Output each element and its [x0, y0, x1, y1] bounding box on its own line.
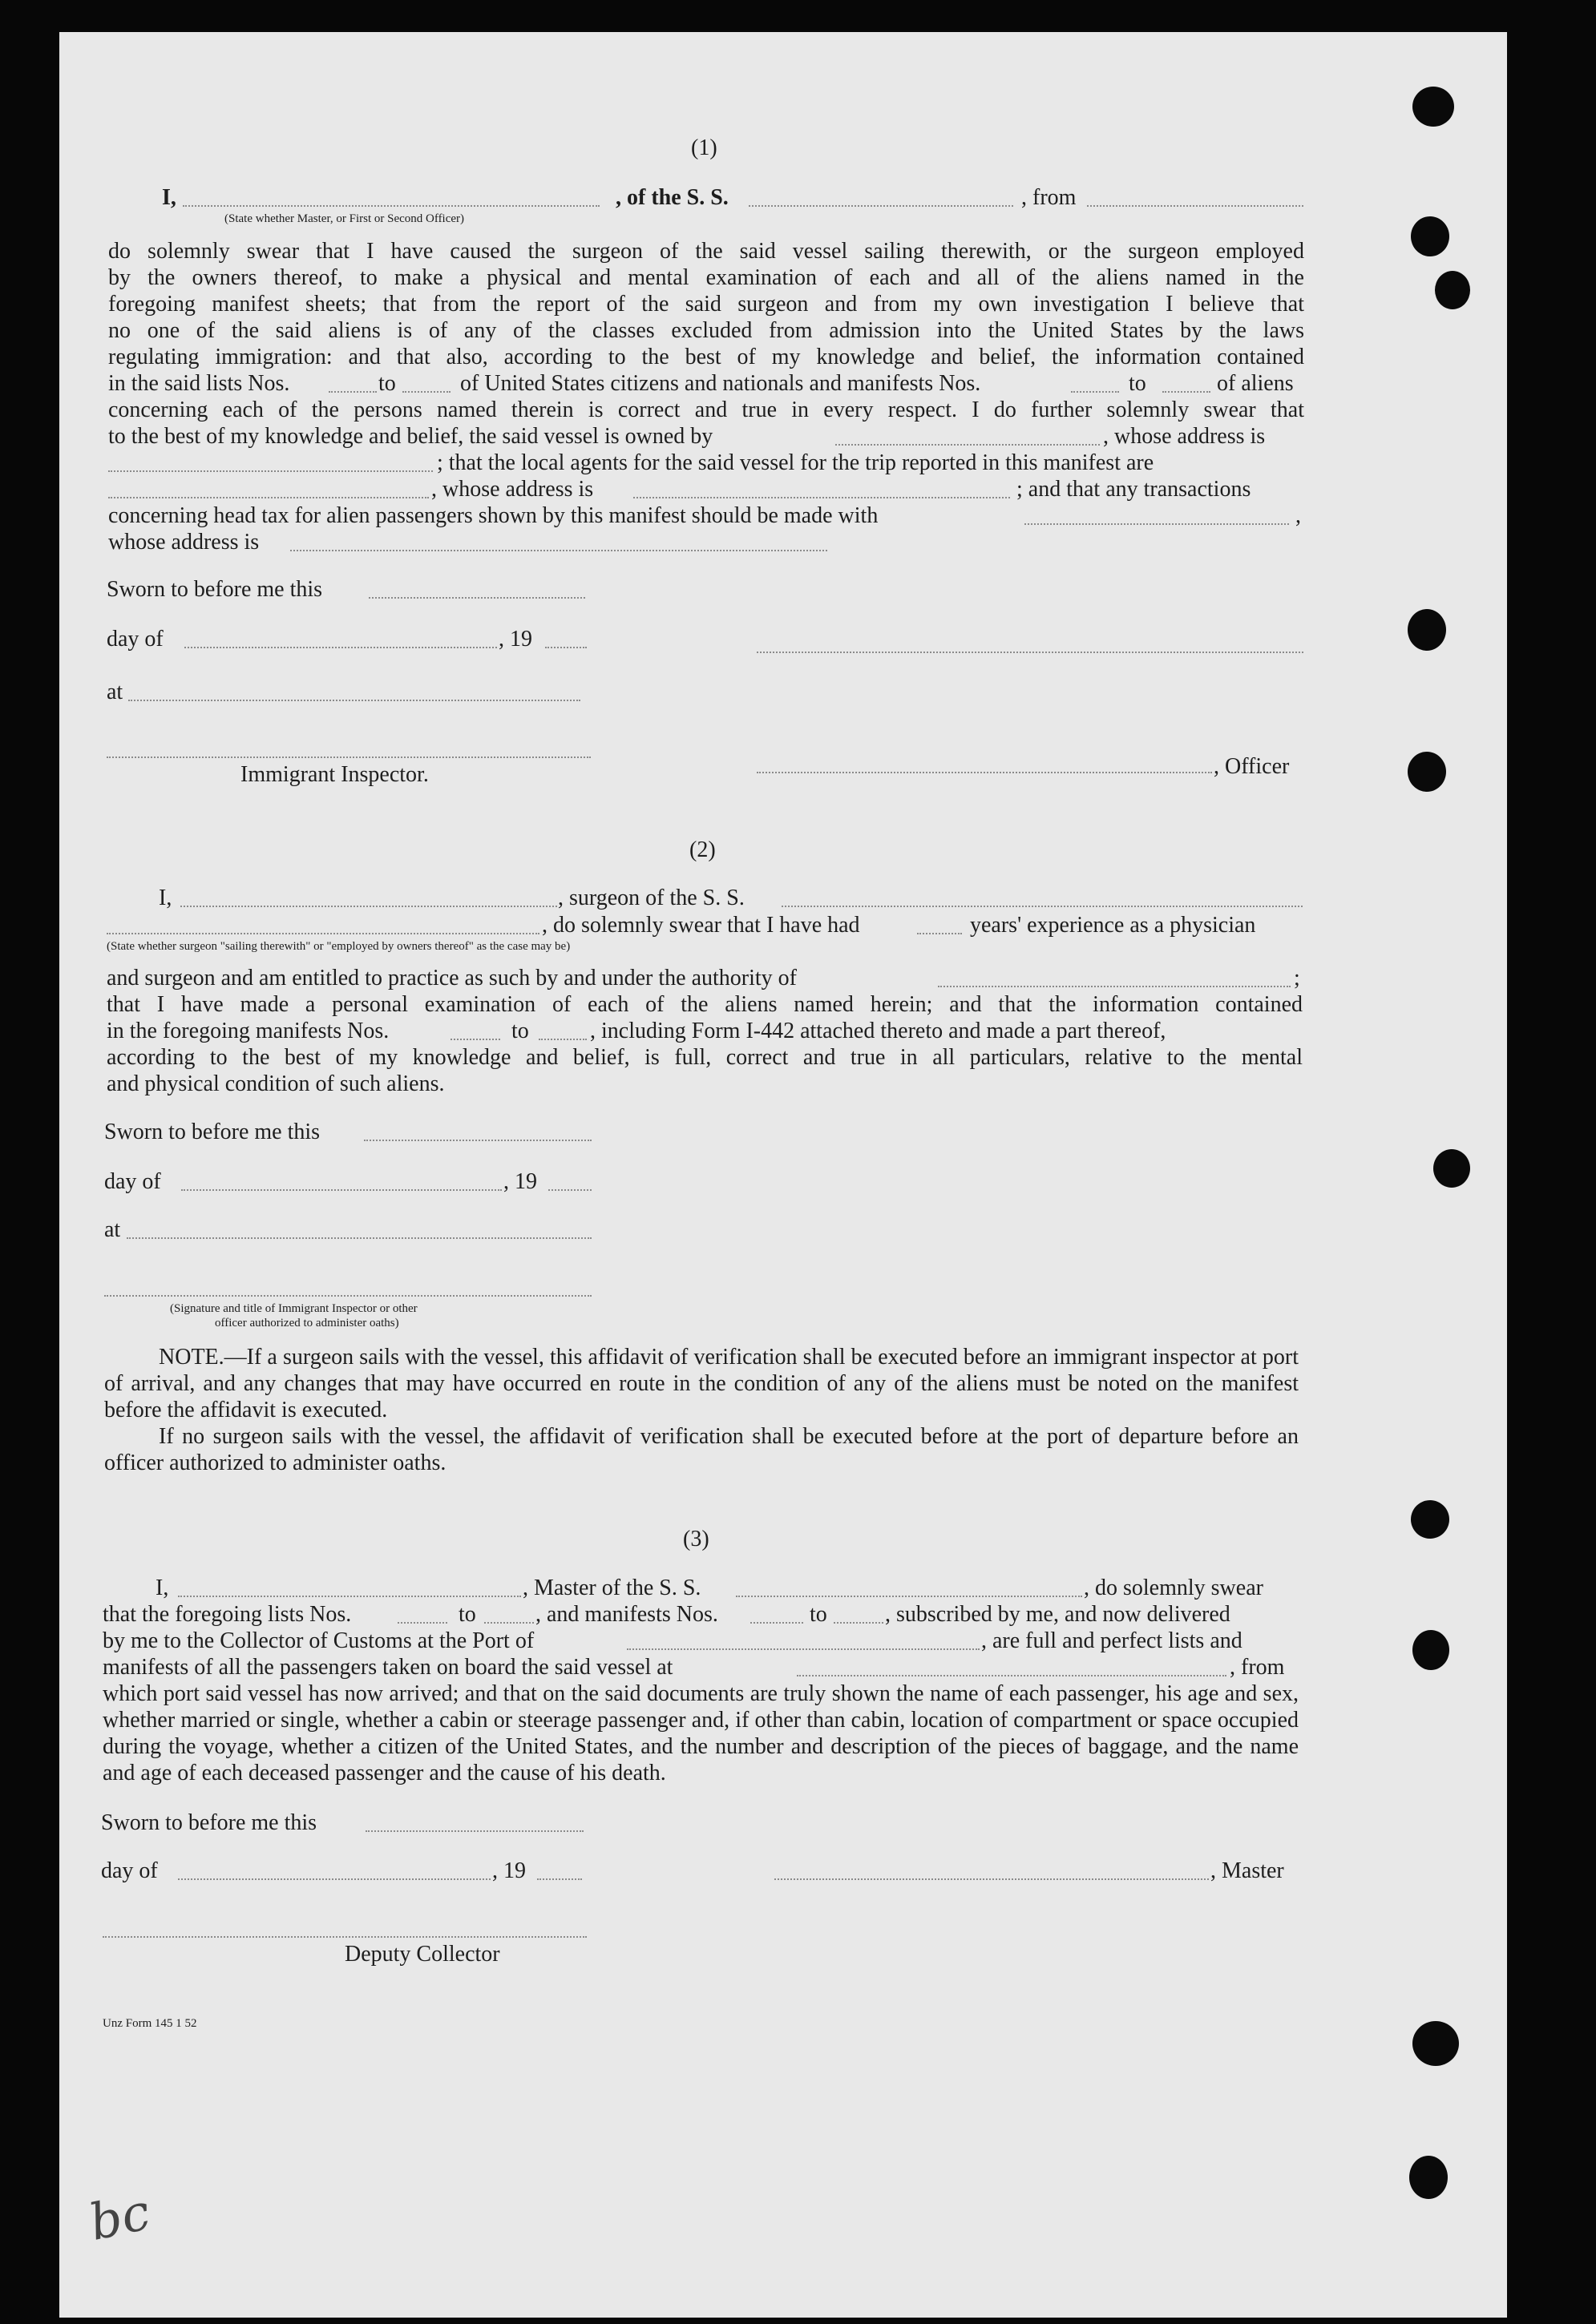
- punch-hole: [1433, 1149, 1470, 1188]
- s3-to-label: to: [459, 1602, 476, 1627]
- s3-master-of-label: , Master of the S. S.: [523, 1576, 701, 1600]
- punch-hole: [1409, 2156, 1448, 2199]
- punch-hole: [1408, 609, 1446, 651]
- s1-citizens-label: of United States citizens and nationals and manifests Nos.: [460, 371, 981, 396]
- s1-sworn-label: Sworn to before me this: [107, 577, 323, 602]
- s2-inspector-signature-field[interactable]: [104, 1295, 592, 1297]
- s1-from-label: , from: [1021, 185, 1077, 210]
- s2-year-field[interactable]: [548, 1189, 592, 1191]
- s1-of-ss-label: , of the S. S.: [616, 185, 729, 210]
- s1-i-label: I,: [162, 185, 176, 210]
- s3-from-label: , from: [1230, 1655, 1285, 1680]
- s2-day-of-label: day of: [104, 1169, 161, 1194]
- s2-body-line: that I have made a personal examination of each of the aliens named herein; and that the information contained: [107, 992, 1303, 1017]
- s2-day-field[interactable]: [181, 1189, 502, 1191]
- s1-officer-signature-field[interactable]: [757, 772, 1212, 773]
- s3-taken-label: manifests of all the passengers taken on board the said vessel at: [103, 1655, 673, 1680]
- s1-transactions-label: ; and that any transactions: [1016, 477, 1251, 502]
- s3-day-of-label: day of: [101, 1858, 158, 1883]
- s1-officer-label: , Officer: [1214, 754, 1290, 779]
- s3-manifests-from-field[interactable]: [750, 1622, 803, 1624]
- s2-years-field[interactable]: [917, 933, 962, 934]
- s3-port-label: by me to the Collector of Customs at the Port of: [103, 1628, 535, 1653]
- s2-swear-label: , do solemnly swear that I have had: [542, 913, 860, 938]
- section-1-number: (1): [691, 135, 717, 160]
- s1-address-label: whose address is: [108, 530, 260, 555]
- s1-lists-from-field[interactable]: [329, 391, 377, 393]
- s2-to-label: to: [511, 1019, 529, 1043]
- s1-day-field[interactable]: [184, 647, 497, 648]
- s3-lists-label: that the foregoing lists Nos.: [103, 1602, 352, 1627]
- note-paragraph-1: NOTE.—If a surgeon sails with the vessel, this affidavit of verification shall be executed before an immigrant inspector at port of arrival, and any changes that may have occurred en route in the condition of any of the aliens must be noted on the manifest before the affidavit is executed.: [104, 1345, 1299, 1422]
- s1-agents-label: ; that the local agents for the said vessel for the trip reported in this manifest are: [437, 450, 1154, 475]
- s1-comma: ,: [1295, 503, 1301, 528]
- s1-year-label: , 19: [499, 627, 532, 652]
- s3-lists-full-label: , are full and perfect lists and: [981, 1628, 1242, 1653]
- s2-signature-note-line1: (Signature and title of Immigrant Inspector or other: [170, 1302, 418, 1315]
- s3-vessel-name-field[interactable]: [736, 1596, 1082, 1597]
- s3-master-signature-field[interactable]: [774, 1878, 1209, 1880]
- s3-year-label: , 19: [492, 1858, 526, 1883]
- s1-owned-by-label: to the best of my knowledge and belief, the said vessel is owned by: [108, 424, 713, 449]
- handwritten-mark: bc: [84, 2182, 156, 2252]
- s1-agents-field[interactable]: [108, 497, 429, 498]
- s1-owner-field[interactable]: [835, 444, 1100, 446]
- section-3-number: (3): [683, 1527, 709, 1551]
- s1-sworn-field[interactable]: [369, 597, 585, 599]
- s3-port-field[interactable]: [627, 1648, 980, 1650]
- s3-sworn-label: Sworn to before me this: [101, 1810, 317, 1835]
- s3-master-label: , Master: [1210, 1858, 1284, 1883]
- s1-body-line: concerning each of the persons named therein is correct and true in every respect. I do further solemnly swear that: [108, 397, 1304, 422]
- s1-at-label: at: [107, 680, 123, 704]
- s3-manifests-label: , and manifests Nos.: [535, 1602, 718, 1627]
- s1-agents-address-field[interactable]: [633, 497, 1010, 498]
- s1-agents-address-label: , whose address is: [431, 477, 594, 502]
- s3-day-field[interactable]: [178, 1878, 491, 1880]
- s2-body-line: according to the best of my knowledge and belief, is full, correct and true in all particulars, relative to the mental: [107, 1045, 1303, 1070]
- s2-i-label: I,: [159, 886, 172, 910]
- punch-hole: [1412, 2021, 1459, 2066]
- s2-sailing-status-field[interactable]: [107, 933, 539, 934]
- punch-hole: [1411, 1500, 1449, 1539]
- s1-to-label: to: [378, 371, 396, 396]
- s2-surgeon-of-label: , surgeon of the S. S.: [558, 886, 745, 910]
- punch-hole: [1412, 87, 1454, 127]
- s1-owner-address-label: , whose address is: [1103, 424, 1266, 449]
- s2-signature-note-line2: officer authorized to administer oaths): [215, 1317, 399, 1329]
- s2-vessel-name-field[interactable]: [782, 906, 1303, 907]
- s3-i-label: I,: [156, 1576, 169, 1600]
- s1-body-line: foregoing manifest sheets; that from the report of the said surgeon and from my own investigation I believe that: [108, 292, 1304, 317]
- s3-master-name-field[interactable]: [178, 1596, 521, 1597]
- s2-manifests-to-field[interactable]: [539, 1039, 587, 1040]
- s2-form-label: , including Form I-442 attached thereto and made a part thereof,: [590, 1019, 1166, 1043]
- s2-year-label: , 19: [503, 1169, 537, 1194]
- s3-year-field[interactable]: [537, 1878, 582, 1880]
- s1-lists-to-field[interactable]: [402, 391, 451, 393]
- s1-year-field[interactable]: [545, 647, 587, 648]
- s2-at-label: at: [104, 1217, 121, 1242]
- punch-hole: [1412, 1630, 1449, 1670]
- s2-at-field[interactable]: [127, 1237, 592, 1239]
- s1-owner-address-field[interactable]: [108, 470, 433, 472]
- s1-officer-rank-field[interactable]: [183, 205, 600, 207]
- s1-body-line: regulating immigration: and that also, according to the best of my knowledge and belief, the information contained: [108, 345, 1304, 369]
- s2-manifests-label: in the foregoing manifests Nos.: [107, 1019, 390, 1043]
- s2-surgeon-name-field[interactable]: [180, 906, 557, 907]
- s1-lists-label: in the said lists Nos.: [108, 371, 290, 396]
- punch-hole: [1435, 271, 1470, 309]
- s2-sailing-note: (State whether surgeon "sailing therewith" or "employed by owners thereof" as the case may be): [107, 940, 571, 953]
- punch-hole: [1411, 216, 1449, 256]
- s3-subscribed-label: , subscribed by me, and now delivered: [885, 1602, 1230, 1627]
- s1-inspector-label: Immigrant Inspector.: [240, 762, 429, 787]
- s3-lists-to-field[interactable]: [484, 1622, 534, 1624]
- punch-hole: [1408, 752, 1446, 792]
- s1-head-tax-address-field[interactable]: [290, 550, 827, 551]
- s1-officer-signature-top-field[interactable]: [757, 652, 1303, 653]
- s1-manifests-from-field[interactable]: [1071, 391, 1119, 393]
- s1-of-aliens-label: of aliens: [1217, 371, 1294, 396]
- s2-semicolon: ;: [1294, 966, 1300, 991]
- s3-lists-from-field[interactable]: [398, 1622, 447, 1624]
- s1-body-line: no one of the said aliens is of any of the classes excluded from admission into the United States by the laws: [108, 318, 1304, 343]
- s3-to-label-2: to: [810, 1602, 827, 1627]
- s1-vessel-name-field[interactable]: [749, 205, 1013, 207]
- s3-body-paragraph: which port said vessel has now arrived; and that on the said documents are truly shown the name of each passenger, his age and sex, whether married or single, whether a cabin or steerage passenger and, if other than cabin, location of compartment or space occupied during the voyage, whether a citizen of the United States, and the number and description of the pieces of baggage, and the name and age of each deceased passenger and the cause of his death.: [103, 1681, 1299, 1785]
- s1-manifests-to-field[interactable]: [1162, 391, 1210, 393]
- note-paragraph-2: If no surgeon sails with the vessel, the affidavit of verification shall be executed before at the port of departure before an officer authorized to administer oaths.: [104, 1424, 1299, 1475]
- section-2-number: (2): [689, 837, 716, 862]
- s1-body-line: do solemnly swear that I have caused the surgeon of the said vessel sailing therewith, or the surgeon employed: [108, 239, 1304, 264]
- s3-swear-label: , do solemnly swear: [1084, 1576, 1263, 1600]
- s2-years-label: years' experience as a physician: [970, 913, 1256, 938]
- s2-body-line: and physical condition of such aliens.: [107, 1071, 445, 1096]
- s1-to-label-2: to: [1129, 371, 1146, 396]
- s3-manifests-to-field[interactable]: [834, 1622, 883, 1624]
- s1-inspector-signature-field[interactable]: [107, 757, 591, 758]
- s1-head-tax-field[interactable]: [1024, 523, 1289, 525]
- s1-day-of-label: day of: [107, 627, 164, 652]
- s2-sworn-label: Sworn to before me this: [104, 1120, 321, 1144]
- s1-body-line: by the owners thereof, to make a physical and mental examination of each and all of the aliens named in the: [108, 265, 1304, 290]
- s2-sworn-field[interactable]: [364, 1140, 592, 1141]
- s3-deputy-label: Deputy Collector: [345, 1942, 500, 1967]
- s2-manifests-from-field[interactable]: [451, 1039, 500, 1040]
- s1-at-field[interactable]: [128, 700, 580, 701]
- s3-deputy-signature-field[interactable]: [103, 1936, 587, 1938]
- s2-authority-label: and surgeon and am entitled to practice as such by and under the authority of: [107, 966, 797, 991]
- form-id: Unz Form 145 1 52: [103, 2017, 197, 2030]
- s1-officer-note: (State whether Master, or First or Second Officer): [224, 212, 465, 225]
- s2-authority-field[interactable]: [938, 986, 1291, 987]
- s1-from-port-field[interactable]: [1087, 205, 1303, 207]
- s3-taken-at-field[interactable]: [797, 1675, 1226, 1676]
- s1-head-tax-label: concerning head tax for alien passengers shown by this manifest should be made with: [108, 503, 879, 528]
- s3-sworn-field[interactable]: [366, 1830, 584, 1832]
